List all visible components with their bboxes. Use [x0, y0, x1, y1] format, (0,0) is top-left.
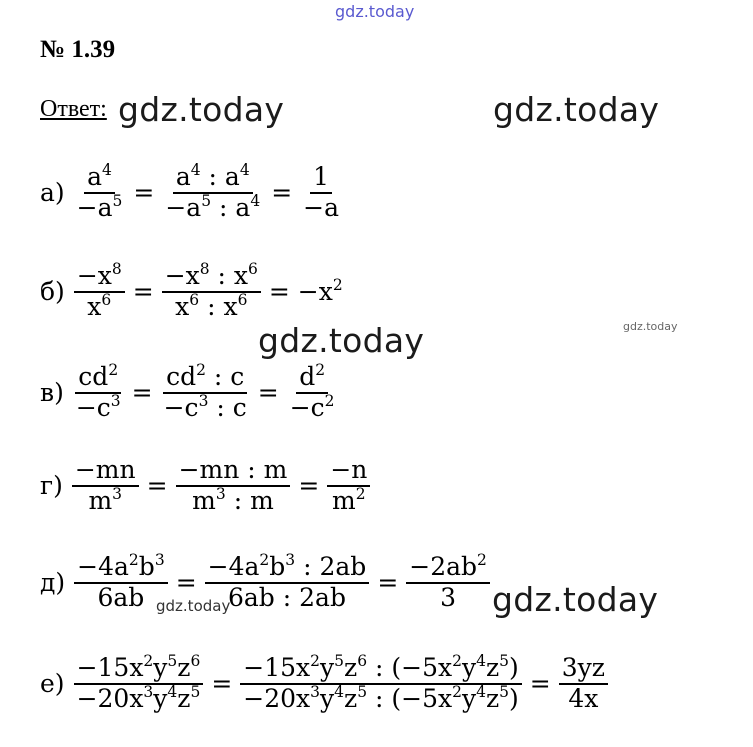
term-exponent: 4: [167, 682, 178, 701]
fraction: [74, 651, 204, 714]
fraction-denominator: [300, 194, 342, 223]
term-base: ): [509, 683, 519, 713]
term-exponent: 4: [239, 160, 250, 179]
fraction: [240, 651, 522, 714]
term-exponent: 2: [143, 651, 154, 670]
term-base: m: [332, 485, 356, 515]
term-base: −mn : m: [178, 455, 288, 484]
term-exponent: 2: [332, 276, 343, 295]
fraction-denominator: [95, 584, 148, 613]
term-exponent: 6: [357, 651, 368, 670]
term-exponent: 5: [499, 682, 510, 701]
fraction: [406, 550, 490, 613]
fraction-denominator: [437, 584, 459, 613]
equals-sign: =: [146, 471, 168, 501]
fraction: [300, 163, 342, 223]
term-exponent: 2: [310, 651, 321, 670]
term-base: y: [461, 683, 477, 713]
term-exponent: 3: [285, 550, 296, 569]
term-exponent: 2: [452, 682, 462, 701]
term-base: cd: [78, 362, 109, 391]
term-exponent: 2: [452, 651, 462, 670]
fraction: [162, 259, 261, 322]
term-base: y: [153, 653, 168, 682]
equals-sign: =: [377, 568, 399, 598]
term-exponent: 5: [190, 682, 201, 701]
term-base: 1: [313, 162, 330, 191]
watermark-row-d-big: gdz.today: [492, 580, 659, 619]
term-exponent: 3: [215, 484, 226, 503]
term-exponent: 3: [112, 484, 123, 503]
fraction-denominator: [162, 191, 263, 223]
term-base: −4a: [77, 552, 129, 581]
fraction-numerator: [296, 360, 328, 394]
equals-sign: =: [271, 178, 293, 208]
watermark-row-d-small: gdz.today: [156, 597, 231, 615]
term-base: −a: [165, 192, 202, 222]
term-base: a: [87, 162, 103, 191]
fraction: [72, 456, 139, 516]
term-base: −c: [163, 392, 199, 422]
term-base: −15x: [76, 653, 144, 682]
term-base: x: [87, 291, 102, 321]
fraction-numerator: [406, 550, 490, 584]
term-exponent: 3: [154, 550, 165, 569]
term-exponent: 5: [201, 191, 212, 210]
term-base: −15x: [243, 653, 311, 682]
term-base: −c: [289, 392, 325, 422]
fraction-numerator: [84, 160, 115, 194]
term-base: m: [192, 485, 216, 515]
term-base: : c: [205, 362, 245, 391]
term-exponent: 4: [476, 651, 486, 670]
item-label: д): [40, 568, 66, 598]
fraction: [162, 160, 263, 223]
term-base: : x: [199, 291, 238, 321]
term-exponent: 4: [190, 160, 201, 179]
term-base: : 2ab: [295, 552, 367, 581]
fraction: [73, 360, 124, 423]
item-label: а): [40, 178, 65, 208]
term-exponent: 5: [112, 191, 123, 210]
term-exponent: 6: [190, 651, 201, 670]
equals-sign: =: [132, 277, 154, 307]
fraction-numerator: [173, 160, 253, 194]
expression-row-v: [40, 360, 341, 423]
fraction-denominator: [240, 682, 522, 714]
term-exponent: 2: [324, 391, 335, 410]
term-base: −2ab: [409, 552, 478, 581]
term-base: −4a: [207, 552, 260, 581]
term-base: y: [153, 683, 168, 713]
fraction-numerator: [205, 550, 370, 584]
answer-label: Ответ:: [40, 96, 107, 122]
term-base: −a: [303, 192, 340, 222]
fraction-numerator: [176, 456, 291, 487]
watermark-middle: gdz.today: [258, 321, 425, 360]
term-base: : c: [208, 392, 247, 422]
fraction-numerator: [72, 456, 139, 487]
term-base: −a: [76, 192, 113, 222]
expression-row-g: [40, 456, 373, 516]
term-exponent: 5: [499, 651, 510, 670]
fraction-numerator: [163, 360, 247, 394]
term-exponent: 2: [196, 360, 206, 379]
fraction-denominator: [73, 391, 124, 423]
term-exponent: 6: [248, 259, 258, 278]
term-exponent: 2: [315, 360, 326, 379]
term-base: = −x: [268, 277, 333, 307]
fraction: [74, 550, 168, 613]
term-exponent: 3: [143, 682, 154, 701]
fraction: [559, 654, 608, 714]
fraction-denominator: [84, 290, 114, 322]
term-exponent: 6: [101, 290, 112, 309]
term-exponent: 2: [108, 360, 119, 379]
term-base: : (−5x: [367, 653, 453, 682]
fraction: [161, 360, 250, 423]
fraction-numerator: [162, 259, 261, 293]
fraction-numerator: [559, 654, 608, 685]
watermark-right-small: gdz.today: [623, 320, 678, 333]
fraction-denominator: [287, 391, 338, 423]
term-base: −x: [76, 261, 112, 290]
fraction-denominator: [74, 191, 126, 223]
term-base: a: [175, 162, 191, 191]
term-exponent: 3: [198, 391, 209, 410]
term-exponent: 3: [310, 682, 321, 701]
fraction-denominator: [189, 484, 277, 516]
item-label: в): [40, 378, 64, 408]
term-exponent: 4: [334, 682, 345, 701]
term-base: 6ab: [97, 582, 145, 612]
equals-sign: =: [529, 669, 551, 699]
term-exponent: 6: [237, 290, 248, 309]
term-base: z: [485, 683, 500, 713]
term-base: ): [509, 653, 519, 682]
term-exponent: 3: [110, 391, 121, 410]
term-exponent: 4: [250, 191, 261, 210]
term-base: 3: [440, 582, 457, 612]
expression-row-b: [40, 259, 348, 322]
fraction-denominator: [161, 391, 250, 423]
term-base: b: [138, 552, 155, 581]
fraction-denominator: [225, 584, 349, 613]
fraction-denominator: [565, 685, 601, 714]
term-exponent: 4: [102, 160, 112, 179]
term-base: m: [88, 485, 113, 515]
term-exponent: 6: [189, 290, 200, 309]
task-number-heading: № 1.39: [40, 36, 116, 63]
equals-sign: =: [257, 378, 279, 408]
term-base: z: [177, 653, 191, 682]
term-base: 6ab : 2ab: [228, 582, 346, 612]
fraction-denominator: [85, 484, 125, 516]
term-base: −20x: [243, 683, 311, 713]
fraction-numerator: [74, 651, 204, 685]
term-base: z: [344, 653, 358, 682]
term-base: z: [344, 683, 358, 713]
term-base: −x: [164, 261, 200, 290]
term-exponent: 2: [477, 550, 487, 569]
expression-row-d: [40, 550, 493, 613]
term-base: cd: [166, 362, 197, 391]
term-exponent: 2: [355, 484, 366, 503]
equals-sign: =: [211, 669, 233, 699]
term-base: y: [320, 683, 335, 713]
watermark-top: gdz.today: [335, 2, 415, 21]
fraction-denominator: [74, 682, 204, 714]
result-expression: [269, 277, 343, 306]
expression-row-e: [40, 651, 611, 714]
term-base: : m: [225, 485, 274, 515]
term-base: −c: [75, 392, 111, 422]
term-base: z: [177, 683, 191, 713]
watermark-answer-line-1: gdz.today: [118, 90, 285, 129]
term-base: : a: [211, 192, 251, 222]
fraction: [327, 456, 370, 516]
item-label: е): [40, 669, 65, 699]
term-base: b: [269, 552, 286, 581]
term-exponent: 5: [334, 651, 345, 670]
term-base: x: [175, 291, 190, 321]
term-base: : (−5x: [367, 683, 453, 713]
term-base: 3yz: [561, 653, 605, 682]
expression-row-a: [40, 160, 345, 223]
fraction-numerator: [75, 360, 121, 394]
fraction-denominator: [172, 290, 250, 322]
fraction-numerator: [74, 550, 168, 584]
item-label: б): [40, 277, 65, 307]
term-base: 4x: [568, 683, 599, 713]
term-exponent: 5: [357, 682, 368, 701]
equals-sign: =: [298, 471, 320, 501]
term-exponent: 2: [128, 550, 139, 569]
term-exponent: 8: [199, 259, 210, 278]
term-base: y: [320, 653, 335, 682]
fraction-numerator: [310, 163, 332, 194]
equals-sign: =: [133, 178, 155, 208]
fraction-denominator: [329, 484, 369, 516]
fraction-numerator: [327, 456, 370, 487]
term-base: y: [461, 653, 477, 682]
term-base: : x: [209, 261, 249, 290]
term-base: −20x: [76, 683, 144, 713]
term-base: −mn: [74, 455, 136, 484]
term-base: z: [485, 653, 500, 682]
term-exponent: 5: [167, 651, 178, 670]
equals-sign: =: [175, 568, 197, 598]
fraction-numerator: [240, 651, 522, 685]
fraction-numerator: [74, 259, 125, 293]
fraction: [176, 456, 291, 516]
fraction: [287, 360, 338, 423]
equals-sign: =: [131, 378, 153, 408]
term-base: : a: [200, 162, 240, 191]
term-exponent: 4: [476, 682, 486, 701]
term-exponent: 8: [111, 259, 122, 278]
term-base: d: [299, 362, 316, 391]
watermark-answer-line-2: gdz.today: [493, 90, 660, 129]
fraction: [74, 160, 126, 223]
fraction: [74, 259, 125, 322]
term-base: −n: [330, 455, 368, 484]
term-exponent: 2: [259, 550, 270, 569]
item-label: г): [40, 471, 63, 501]
